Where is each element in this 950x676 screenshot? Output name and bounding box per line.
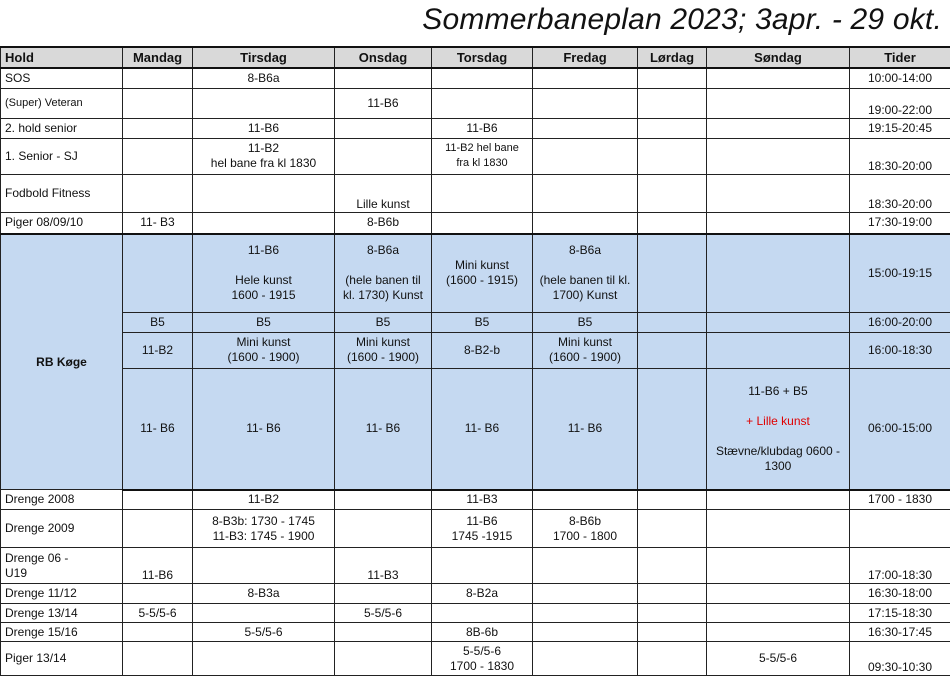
cell-sondag — [707, 510, 850, 548]
cell-tider: 09:30-10:30 — [850, 642, 950, 676]
cell-mandag — [123, 490, 193, 510]
cell-tirsdag — [193, 88, 335, 118]
cell-tider: 06:00-15:00 — [850, 368, 950, 490]
cell-tider: 16:30-17:45 — [850, 623, 950, 642]
table-row — [1, 584, 950, 604]
cell-mandag — [123, 642, 193, 676]
cell-sondag — [707, 68, 850, 88]
cell-fredag: 11- B6 — [533, 368, 638, 490]
col-header-hold: Hold — [1, 47, 123, 68]
cell-torsdag: 8-B2a — [432, 584, 533, 604]
header-row — [1, 47, 950, 68]
cell-mandag — [123, 584, 193, 604]
cell-fredag — [533, 118, 638, 138]
cell-lordag — [638, 490, 707, 510]
cell-lordag — [638, 548, 707, 584]
col-header-onsdag: Onsdag — [335, 47, 432, 68]
cell-onsdag — [335, 642, 432, 676]
cell-tirsdag: 8-B3b: 1730 - 1745 11-B3: 1745 - 1900 — [193, 510, 335, 548]
cell-onsdag — [335, 68, 432, 88]
team-name: Drenge 13/14 — [1, 604, 123, 623]
cell-torsdag — [432, 174, 533, 212]
cell-onsdag — [335, 623, 432, 642]
cell-tirsdag: 11-B2 hel bane fra kl 1830 — [193, 138, 335, 174]
cell-torsdag: 8-B2-b — [432, 332, 533, 368]
team-name: SOS — [1, 68, 123, 88]
cell-sondag — [707, 88, 850, 118]
cell-sondag: 5-5/5-6 — [707, 642, 850, 676]
cell-tider: 17:15-18:30 — [850, 604, 950, 623]
cell-fredag — [533, 138, 638, 174]
cell-mandag — [123, 234, 193, 312]
team-name: Piger 13/14 — [1, 642, 123, 676]
sondag-line-1: 11-B6 + B5 — [709, 384, 847, 399]
cell-tider: 17:30-19:00 — [850, 212, 950, 234]
cell-onsdag — [335, 118, 432, 138]
col-header-sondag: Søndag — [707, 47, 850, 68]
cell-mandag — [123, 88, 193, 118]
col-header-mandag: Mandag — [123, 47, 193, 68]
cell-fredag: B5 — [533, 312, 638, 332]
cell-torsdag: 11- B6 — [432, 368, 533, 490]
table-row — [1, 623, 950, 642]
cell-torsdag — [432, 548, 533, 584]
cell-sondag — [707, 212, 850, 234]
cell-mandag: 11- B3 — [123, 212, 193, 234]
table-row — [1, 510, 950, 548]
cell-lordag — [638, 623, 707, 642]
cell-mandag: 11- B6 — [123, 368, 193, 490]
cell-fredag — [533, 68, 638, 88]
cell-lordag — [638, 642, 707, 676]
cell-lordag — [638, 312, 707, 332]
cell-tider: 18:30-20:00 — [850, 138, 950, 174]
cell-fredag — [533, 623, 638, 642]
cell-fredag: 8-B6b 1700 - 1800 — [533, 510, 638, 548]
cell-onsdag: 11-B6 — [335, 88, 432, 118]
table-row — [1, 68, 950, 88]
cell-tirsdag — [193, 212, 335, 234]
cell-tirsdag: 11-B6 — [193, 118, 335, 138]
cell-fredag — [533, 584, 638, 604]
cell-tirsdag: 11-B6 Hele kunst 1600 - 1915 — [193, 234, 335, 312]
sondag-line-3: Stævne/klubdag 0600 - 1300 — [709, 444, 847, 474]
sondag-red-note: + Lille kunst — [709, 414, 847, 429]
cell-tirsdag: B5 — [193, 312, 335, 332]
cell-tider: 10:00-14:00 — [850, 68, 950, 88]
cell-mandag — [123, 68, 193, 88]
cell-lordag — [638, 174, 707, 212]
cell-lordag — [638, 510, 707, 548]
table-row — [1, 212, 950, 234]
cell-lordag — [638, 118, 707, 138]
cell-mandag — [123, 510, 193, 548]
cell-torsdag: Mini kunst (1600 - 1915) — [432, 234, 533, 312]
cell-lordag — [638, 368, 707, 490]
cell-lordag — [638, 584, 707, 604]
cell-lordag — [638, 138, 707, 174]
cell-mandag — [123, 623, 193, 642]
team-name: Drenge 11/12 — [1, 584, 123, 604]
cell-tider: 19:00-22:00 — [850, 88, 950, 118]
team-name: Drenge 06 - U19 — [1, 548, 123, 584]
cell-lordag — [638, 604, 707, 623]
cell-sondag — [707, 332, 850, 368]
cell-tirsdag: 8-B3a — [193, 584, 335, 604]
page-title: Sommerbaneplan 2023; 3apr. - 29 okt. — [422, 3, 942, 37]
schedule-table — [0, 46, 950, 676]
table-row — [1, 490, 950, 510]
cell-tider: 18:30-20:00 — [850, 174, 950, 212]
cell-onsdag: 11- B6 — [335, 368, 432, 490]
cell-mandag: 5-5/5-6 — [123, 604, 193, 623]
cell-fredag — [533, 548, 638, 584]
cell-fredag — [533, 88, 638, 118]
team-name: Fodbold Fitness — [1, 174, 123, 212]
cell-tider — [850, 510, 950, 548]
cell-onsdag — [335, 510, 432, 548]
col-header-tirsdag: Tirsdag — [193, 47, 335, 68]
cell-fredag — [533, 212, 638, 234]
cell-tider: 19:15-20:45 — [850, 118, 950, 138]
cell-torsdag: 8B-6b — [432, 623, 533, 642]
cell-torsdag: 5-5/5-6 1700 - 1830 — [432, 642, 533, 676]
cell-tirsdag — [193, 604, 335, 623]
cell-mandag — [123, 174, 193, 212]
cell-tirsdag — [193, 174, 335, 212]
cell-lordag — [638, 234, 707, 312]
cell-fredag — [533, 490, 638, 510]
cell-sondag — [707, 548, 850, 584]
table-row — [1, 118, 950, 138]
cell-sondag — [707, 118, 850, 138]
table-row — [1, 234, 950, 312]
team-name: Drenge 2009 — [1, 510, 123, 548]
table-row — [1, 88, 950, 118]
table-row — [1, 368, 950, 490]
cell-lordag — [638, 332, 707, 368]
team-name: Piger 08/09/10 — [1, 212, 123, 234]
cell-mandag: B5 — [123, 312, 193, 332]
cell-sondag — [707, 490, 850, 510]
cell-torsdag: 11-B6 1745 -1915 — [432, 510, 533, 548]
cell-torsdag: B5 — [432, 312, 533, 332]
cell-fredag — [533, 642, 638, 676]
cell-mandag: 11-B2 — [123, 332, 193, 368]
cell-torsdag: 11-B2 hel bane fra kl 1830 — [432, 138, 533, 174]
cell-onsdag — [335, 490, 432, 510]
cell-tider: 16:00-18:30 — [850, 332, 950, 368]
team-name: Drenge 2008 — [1, 490, 123, 510]
cell-tider: 17:00-18:30 — [850, 548, 950, 584]
cell-sondag — [707, 623, 850, 642]
team-name: 2. hold senior — [1, 118, 123, 138]
cell-fredag: Mini kunst (1600 - 1900) — [533, 332, 638, 368]
cell-torsdag: 11-B6 — [432, 118, 533, 138]
cell-fredag: 8-B6a (hele banen til kl. 1700) Kunst — [533, 234, 638, 312]
cell-sondag — [707, 174, 850, 212]
cell-tider: 1700 - 1830 — [850, 490, 950, 510]
cell-fredag — [533, 604, 638, 623]
cell-lordag — [638, 212, 707, 234]
cell-torsdag — [432, 604, 533, 623]
col-header-tider: Tider — [850, 47, 950, 68]
cell-onsdag: 8-B6b — [335, 212, 432, 234]
team-name: Drenge 15/16 — [1, 623, 123, 642]
cell-sondag — [707, 138, 850, 174]
cell-tirsdag — [193, 548, 335, 584]
table-row — [1, 332, 950, 368]
cell-sondag — [707, 584, 850, 604]
cell-tirsdag: 11-B2 — [193, 490, 335, 510]
table-row — [1, 642, 950, 676]
cell-fredag — [533, 174, 638, 212]
col-header-fredag: Fredag — [533, 47, 638, 68]
cell-torsdag — [432, 68, 533, 88]
col-header-lordag: Lørdag — [638, 47, 707, 68]
col-header-torsdag: Torsdag — [432, 47, 533, 68]
team-name: (Super) Veteran — [1, 88, 123, 118]
cell-mandag — [123, 118, 193, 138]
cell-lordag — [638, 68, 707, 88]
cell-tirsdag: 8-B6a — [193, 68, 335, 88]
title-bar — [0, 0, 950, 46]
cell-onsdag: Mini kunst (1600 - 1900) — [335, 332, 432, 368]
table-row — [1, 312, 950, 332]
team-name: 1. Senior - SJ — [1, 138, 123, 174]
cell-torsdag: 11-B3 — [432, 490, 533, 510]
cell-onsdag: 8-B6a (hele banen til kl. 1730) Kunst — [335, 234, 432, 312]
cell-onsdag: B5 — [335, 312, 432, 332]
cell-onsdag — [335, 584, 432, 604]
cell-tirsdag — [193, 642, 335, 676]
table-row — [1, 174, 950, 212]
cell-lordag — [638, 88, 707, 118]
cell-onsdag: 11-B3 — [335, 548, 432, 584]
cell-sondag — [707, 234, 850, 312]
cell-tirsdag: 11- B6 — [193, 368, 335, 490]
table-row — [1, 138, 950, 174]
cell-onsdag — [335, 138, 432, 174]
cell-tider: 15:00-19:15 — [850, 234, 950, 312]
table-row — [1, 604, 950, 623]
cell-onsdag: Lille kunst — [335, 174, 432, 212]
cell-sondag — [707, 604, 850, 623]
cell-tider: 16:00-20:00 — [850, 312, 950, 332]
cell-onsdag: 5-5/5-6 — [335, 604, 432, 623]
cell-sondag — [707, 312, 850, 332]
cell-torsdag — [432, 212, 533, 234]
cell-mandag: 11-B6 — [123, 548, 193, 584]
cell-tider: 16:30-18:00 — [850, 584, 950, 604]
cell-sondag — [707, 368, 850, 490]
cell-mandag — [123, 138, 193, 174]
cell-torsdag — [432, 88, 533, 118]
cell-tirsdag: 5-5/5-6 — [193, 623, 335, 642]
team-name: RB Køge — [1, 234, 123, 490]
table-row — [1, 548, 950, 584]
cell-tirsdag: Mini kunst (1600 - 1900) — [193, 332, 335, 368]
